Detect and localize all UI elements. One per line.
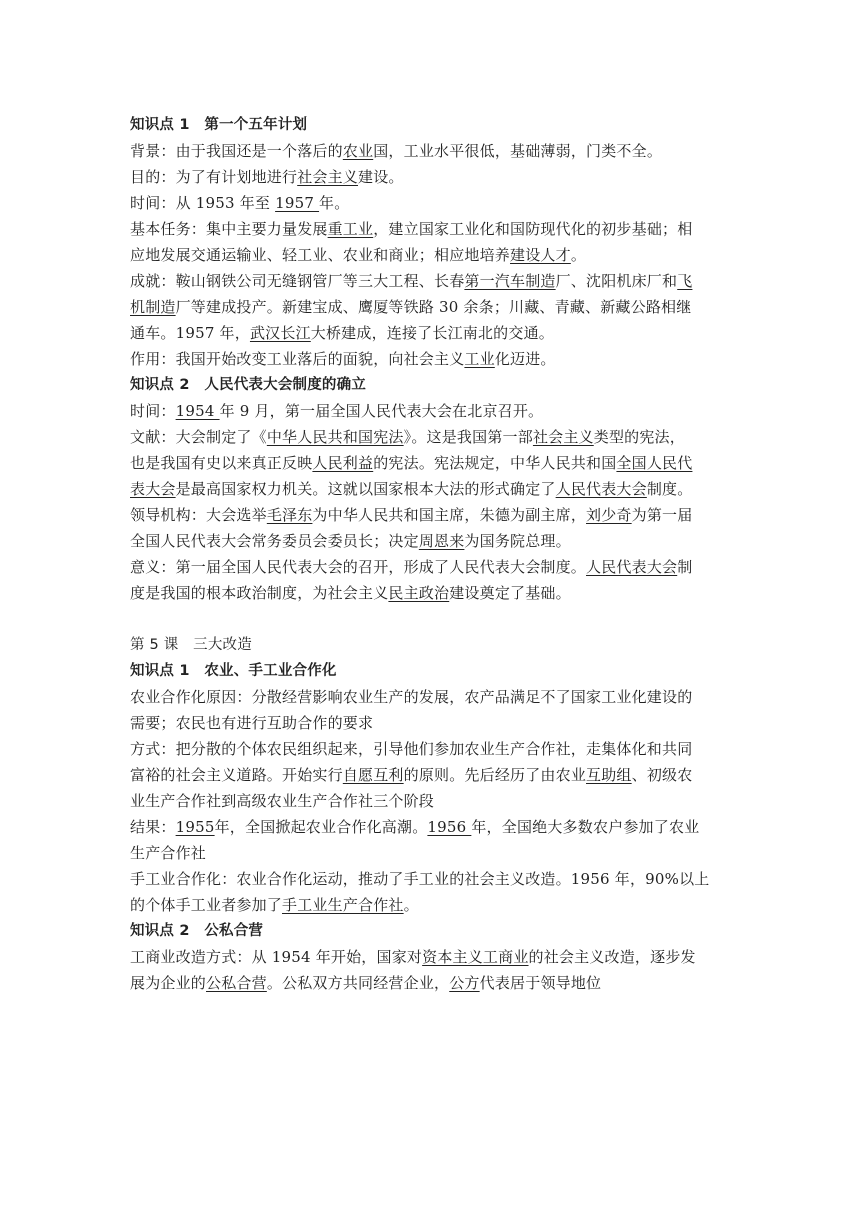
text-segment: 通车。1957 年， [130, 324, 250, 342]
text-line [130, 476, 730, 502]
underlined-term: 飞 [677, 272, 693, 290]
text-segment: 应地发展交通运输业、轻工业、农业和商业；相应地培养 [130, 246, 511, 264]
text-segment: 建设奠定了基础。 [449, 584, 571, 602]
text-segment: 知识点 1 农业、手工业合作化 [130, 663, 337, 679]
text-line [130, 398, 730, 424]
underlined-term: 人民代表大会 [555, 480, 647, 498]
text-line [130, 190, 730, 216]
text-segment: 为国务院总理。 [464, 532, 571, 550]
text-segment: 年，全国掀起农业合作化高潮。 [214, 818, 428, 836]
underlined-term: 1954 [175, 402, 220, 420]
underlined-term: 全国人民代 [616, 454, 693, 472]
text-line [130, 762, 730, 788]
text-segment: 生产合作社 [130, 844, 207, 862]
section-heading [130, 658, 730, 684]
text-segment: 也是我国有史以来真正反映 [130, 454, 313, 472]
text-segment: 是最高国家权力机关。这就以国家根本大法的形式确定了 [175, 480, 556, 498]
underlined-term: 人民代表大会 [586, 558, 678, 576]
text-segment: 领导机构：大会选举 [130, 506, 267, 524]
text-segment: 度是我国的根本政治制度，为社会主义 [130, 584, 389, 602]
text-segment: 国，工业水平很低，基础薄弱，门类不全。 [373, 142, 663, 160]
text-segment: 年，全国绝大多数农户参加了农业 [471, 818, 700, 836]
underlined-term: 社会主义 [297, 168, 359, 186]
text-segment: 手工业合作化：农业合作化运动，推动了手工业的社会主义改造。1956 年，90%以上 [130, 870, 710, 888]
text-segment: 年 9 月，第一届全国人民代表大会在北京召开。 [219, 402, 544, 420]
text-segment: 、初级农 [631, 766, 693, 784]
underlined-term: 建设人才 [510, 246, 571, 264]
text-segment: 方式：把分散的个体农民组织起来，引导他们参加农业生产合作社，走集体化和共同 [130, 740, 693, 758]
text-segment: 知识点 2 人民代表大会制度的确立 [130, 377, 367, 393]
underlined-term: 1957 [275, 194, 320, 212]
text-segment: 全国人民代表大会常务委员会委员长；决定 [130, 532, 419, 550]
text-line [130, 580, 730, 606]
text-segment: 结果： [130, 818, 176, 836]
text-segment: 化迈进。 [494, 350, 556, 368]
text-segment: 制 [677, 558, 693, 576]
underlined-term: 表大会 [130, 480, 176, 498]
text-line [130, 502, 730, 528]
text-segment: 。 [570, 246, 587, 264]
text-segment: 类型的宪法， [593, 428, 685, 446]
text-line [130, 320, 730, 346]
text-line [130, 346, 730, 372]
text-segment: 时间： [130, 402, 176, 420]
text-segment: 目的：为了有计划地进行 [130, 168, 298, 186]
underlined-term: 1956 [427, 818, 472, 836]
text-segment: 。公私双方共同经营企业， [266, 974, 450, 992]
text-segment: 的个体手工业者参加了 [130, 896, 283, 914]
text-line [130, 138, 730, 164]
text-line [130, 970, 730, 996]
underlined-term: 农业 [342, 142, 374, 160]
underlined-term: 手工业生产合作社 [282, 896, 404, 914]
underlined-term: 人民利益 [312, 454, 374, 472]
underlined-term: 刘少奇 [586, 506, 632, 524]
underlined-term: 互助组 [586, 766, 632, 784]
text-line [130, 294, 730, 320]
text-segment: 代表居于领导地位 [479, 974, 602, 992]
text-line [130, 554, 730, 580]
underlined-term: 民主政治 [388, 584, 450, 602]
underlined-term: 1955 [175, 818, 215, 836]
text-segment: 展为企业的 [130, 974, 207, 992]
underlined-term: 工业 [464, 350, 495, 368]
text-segment: 富裕的社会主义道路。开始实行 [130, 766, 343, 784]
text-line [130, 814, 730, 840]
underlined-term: 社会主义 [532, 428, 594, 446]
text-segment: 第 5 课 三大改造 [130, 637, 252, 653]
spacer [130, 606, 730, 632]
underlined-term: 公方 [449, 974, 480, 992]
section-heading [130, 112, 730, 138]
underlined-term: 公私合营 [206, 974, 267, 992]
text-segment: 为第一届 [631, 506, 693, 524]
text-segment: 年。 [319, 194, 350, 212]
text-line [130, 528, 730, 554]
text-segment: 作用：我国开始改变工业落后的面貌，向社会主义 [130, 350, 465, 368]
text-line [130, 944, 730, 970]
text-line [130, 710, 730, 736]
text-line [130, 892, 730, 918]
text-line [130, 268, 730, 294]
text-segment: 业生产合作社到高级农业生产合作社三个阶段 [130, 792, 435, 810]
document-body [130, 112, 730, 996]
underlined-term: 机制造 [130, 298, 176, 316]
underlined-term: 第一汽车制造 [464, 272, 556, 290]
text-segment: 的原则。先后经历了由农业 [403, 766, 587, 784]
text-segment: 意义：第一届全国人民代表大会的召开，形成了人民代表大会制度。 [130, 558, 587, 576]
text-line [130, 164, 730, 190]
text-line [130, 684, 730, 710]
text-segment: 厂、沈阳机床厂和 [555, 272, 678, 290]
text-segment: 制度。 [646, 480, 693, 498]
text-segment: 。 [403, 896, 419, 914]
text-line [130, 216, 730, 242]
underlined-term: 周恩来 [418, 532, 465, 550]
text-segment: 需要；农民也有进行互助合作的要求 [130, 714, 374, 732]
text-segment: 知识点 1 第一个五年计划 [130, 117, 308, 133]
text-segment: 》。这是我国第一部 [403, 428, 533, 446]
text-segment: 的宪法。宪法规定，中华人民共和国 [373, 454, 617, 472]
text-segment: 基本任务：集中主要力量发展 [130, 220, 328, 238]
text-segment: 文献：大会制定了《 [130, 428, 267, 446]
text-segment: ，建立国家工业化和国防现代化的初步基础；相 [373, 220, 693, 238]
text-segment: 为中华人民共和国主席，朱德为副主席， [312, 506, 587, 524]
text-line [130, 242, 730, 268]
text-line [130, 424, 730, 450]
underlined-term: 毛泽东 [266, 506, 313, 524]
text-line [130, 866, 730, 892]
text-segment: 建设。 [358, 168, 404, 186]
text-segment: 厂等建成投产。新建宝成、鹰厦等铁路 30 余条；川藏、青藏、新藏公路相继 [175, 298, 692, 316]
text-line [130, 840, 730, 866]
underlined-term: 资本主义工商业 [422, 948, 529, 966]
text-line [130, 736, 730, 762]
text-line [130, 788, 730, 814]
text-segment: 背景：由于我国还是一个落后的 [130, 142, 343, 160]
text-segment: 知识点 2 公私合营 [130, 923, 264, 939]
text-segment: 农业合作化原因：分散经营影响农业生产的发展，农产品满足不了国家工业化建设的 [130, 688, 693, 706]
underlined-term: 中华人民共和国宪法 [266, 428, 404, 446]
underlined-term: 自愿互利 [342, 766, 404, 784]
section-heading [130, 372, 730, 398]
text-segment: 大桥建成，连接了长江南北的交通。 [310, 324, 554, 342]
text-segment: 的社会主义改造，逐步发 [528, 948, 696, 966]
text-segment: 时间：从 1953 年至 [130, 194, 276, 212]
underlined-term: 武汉长江 [249, 324, 311, 342]
section-heading [130, 918, 730, 944]
text-line [130, 450, 730, 476]
text-segment: 成就：鞍山钢铁公司无缝钢管厂等三大工程、长春 [130, 272, 465, 290]
underlined-term: 重工业 [327, 220, 374, 238]
text-segment: 工商业改造方式：从 1954 年开始，国家对 [130, 948, 423, 966]
lesson-title [130, 632, 730, 658]
